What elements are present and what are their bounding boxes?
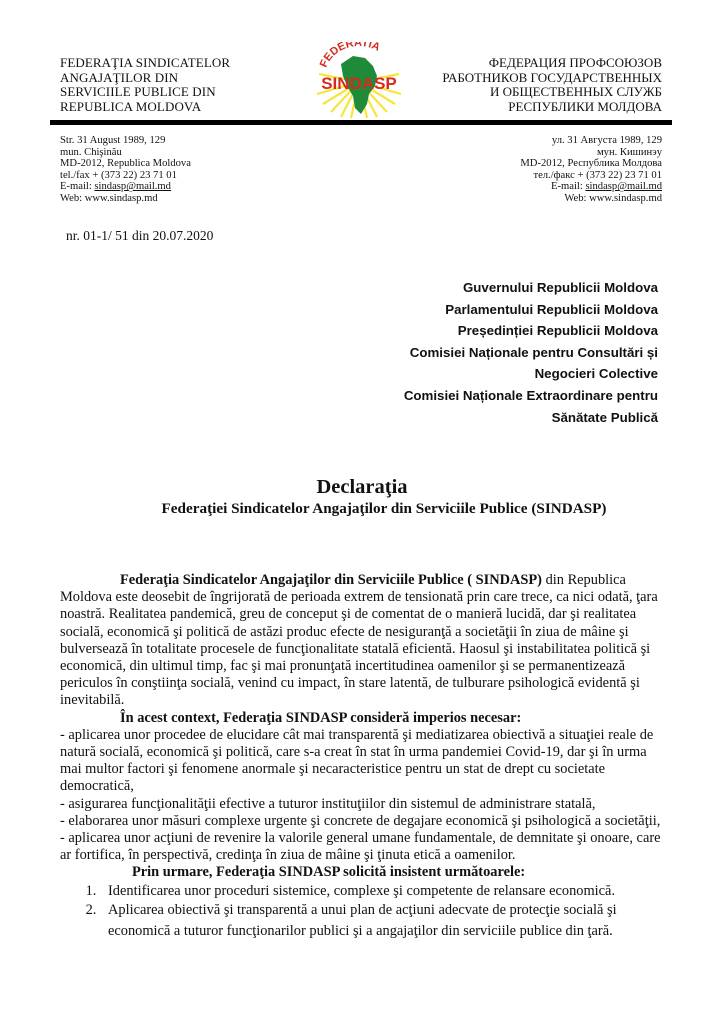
bullet-item: - asigurarea funcţionalităţii efective a tuturor instituţiilor din sistemul de administrare statală, xyxy=(60,795,596,812)
request-item xyxy=(100,882,668,901)
bullet-item: - elaborarea unor măsuri complexe urgente şi concrete de degajare economică şi psihologică a societăţii, xyxy=(60,812,661,829)
recipient: Președinției Republicii Moldova xyxy=(457,323,658,339)
request-text: Aplicarea obiectivă şi transparentă a unui plan de acţiuni adecvate de protecţie socială şi xyxy=(108,901,617,918)
request-text-continued: economică a tuturor funcţionarilor publici şi a angajaţilor din serviciile publice din ţară. xyxy=(108,922,613,939)
header-line: REPUBLICA MOLDOVA xyxy=(60,98,202,114)
address-postal: MD-2012, Республика Молдова xyxy=(520,158,662,170)
email-label: E-mail: xyxy=(551,181,586,193)
header-line: SERVICIILE PUBLICE DIN xyxy=(60,84,216,100)
header-line: FEDERAŢIA SINDICATELOR xyxy=(60,55,231,70)
recipients-block xyxy=(404,277,658,428)
intro-paragraph xyxy=(60,572,668,710)
recipient: Parlamentului Republicii Moldova xyxy=(445,301,658,317)
intro-org-name: Federaţia Sindicatelor Angajaţilor din Serviciile Publice ( SINDASP) xyxy=(120,572,542,588)
request-heading: Prin urmare, Federaţia SINDASP solicită insistent următoarele: xyxy=(132,864,526,881)
intro-text: din Republica Moldova este deosebit de îngrijorată de perioada extrem de tensionată prin care trece, ca nici odată, ţara noastră. Realitatea pandemică, greu de conceput şi de comentat de o manieră lucidă, dar şi realitatea socială, economică şi politică de astăzi produc efecte de nesiguranţă a societăţii în ziua de mâine şi bulversează în totalitate procesele de funcţionalitate statală eficientă. Haosul şi instabilitatea politică şi economică, din ultimul timp, fac şi mai pronunţată incertitudinea oamenilor şi se permanentizează periculos în conştiinţa socială, venind cu impact, în stare latentă, de tulburare psihologică evidentă şi inevitabilă. xyxy=(60,572,658,709)
logo-arc-text: FEDERATIA xyxy=(317,42,382,70)
address-ru xyxy=(520,135,662,205)
header-line: РАБОТНИКОВ ГОСУДАРСТВЕННЫХ xyxy=(442,69,662,85)
declaration-body xyxy=(60,572,668,942)
address-street: ул. 31 Августа 1989, 129 xyxy=(551,135,662,146)
header-org-name-ro xyxy=(60,56,230,114)
address-web: Web: www.sindasp.md xyxy=(60,192,158,204)
request-list xyxy=(60,882,668,942)
email-link[interactable]: sindasp@mail.md xyxy=(94,181,171,193)
document-subtitle: Federaţiei Sindicatelor Angajaţilor din Serviciile Publice (SINDASP) xyxy=(161,500,607,517)
bullet-item: - aplicarea unor acţiuni de revenire la valorile general umane fundamentale, de demnitate şi onoare, care ar fortifica, în perspectivă, credinţa în ziua de mâine şi ţinuta etică a oamenilor. xyxy=(60,830,661,864)
header-divider xyxy=(50,120,672,125)
logo-main-text: SINDASP xyxy=(321,74,397,93)
address-city: mun. Chişinău xyxy=(60,146,122,158)
address-web: Web: www.sindasp.md xyxy=(564,192,662,204)
recipient: Guvernului Republicii Moldova xyxy=(462,280,658,295)
header-line: ANGAJAŢILOR DIN xyxy=(60,69,179,85)
sindasp-logo xyxy=(303,42,415,118)
context-heading: În acest context, Federaţia SINDASP consideră imperios necesar: xyxy=(120,709,522,726)
address-phone: tel./fax + (373 22) 23 71 01 xyxy=(60,169,177,181)
email-label: E-mail: xyxy=(60,181,95,193)
header-line: РЕСПУБЛИКИ МОЛДОВА xyxy=(508,98,662,114)
email-link[interactable]: sindasp@mail.md xyxy=(585,181,662,193)
request-text: Identificarea unor proceduri sistemice, complexe şi competente de relansare economică. xyxy=(108,882,616,899)
document-number: nr. 01-1/ 51 din 20.07.2020 xyxy=(66,228,214,243)
header-line: И ОБЩЕСТВЕННЫХ СЛУЖБ xyxy=(489,84,662,100)
document-title: Declaraţia xyxy=(316,476,408,498)
header-org-name-ru xyxy=(442,56,662,114)
header-line: ФЕДЕРАЦИЯ ПРОФСОЮЗОВ xyxy=(488,55,662,70)
address-email-line xyxy=(520,181,662,193)
sindasp-logo-icon xyxy=(303,42,415,118)
recipient: Comisiei Naționale pentru Consultări și xyxy=(409,344,658,360)
recipient: Negocieri Colective xyxy=(534,366,658,382)
address-email-line xyxy=(60,181,191,193)
request-item xyxy=(100,901,668,942)
recipient: Sănătate Publică xyxy=(551,409,658,425)
address-phone: тел./факс + (373 22) 23 71 01 xyxy=(533,169,662,181)
address-ro xyxy=(60,135,191,205)
address-city: мун. Кишинэу xyxy=(596,146,662,158)
bullet-item: - aplicarea unor procedee de elucidare cât mai transparentă şi mediatizarea obiectivă a situaţiei reale de natură socială, economică şi politică, care s-a creat în stat în urma pandemiei Covid-19, dar şi în urma mai multor factori şi fenomene anormale şi necaracteristice pentru un stat de drept cu societate democratică, xyxy=(60,726,654,795)
recipient: Comisiei Naționale Extraordinare pentru xyxy=(403,387,658,403)
address-street: Str. 31 August 1989, 129 xyxy=(60,135,166,146)
address-postal: MD-2012, Republica Moldova xyxy=(60,158,191,170)
